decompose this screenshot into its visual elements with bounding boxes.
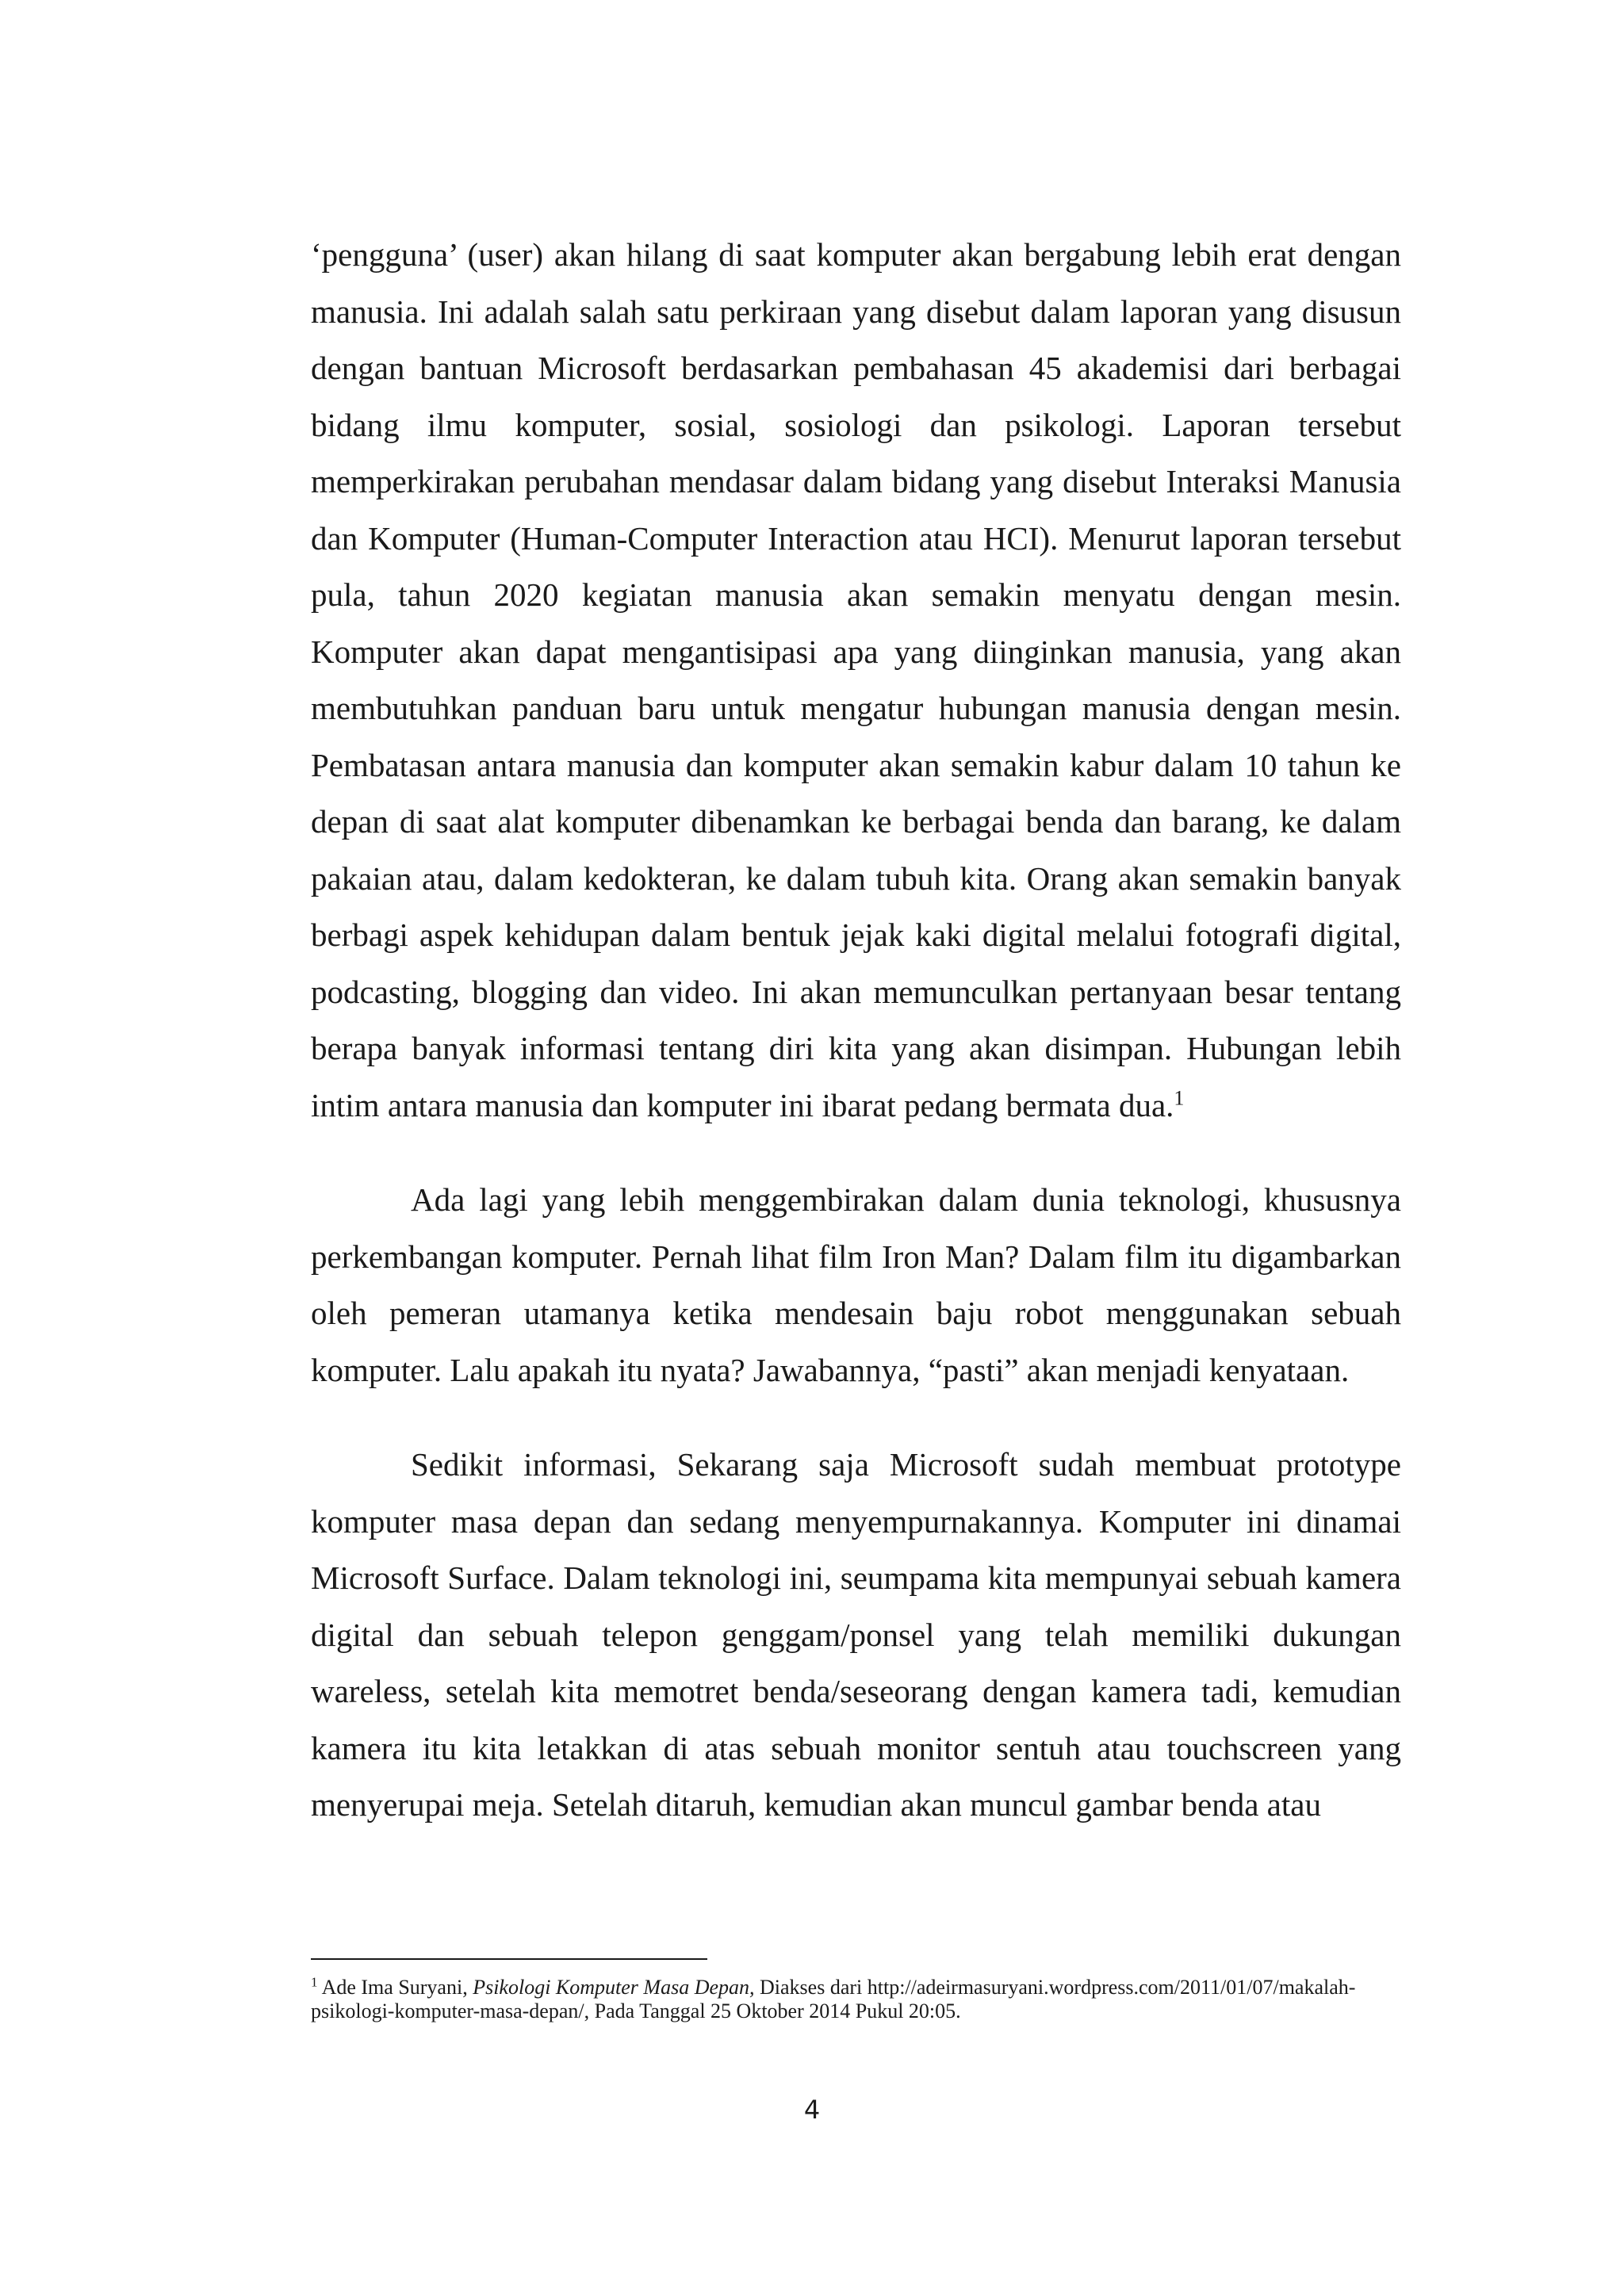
body-text <box>311 227 1401 1834</box>
footnote <box>311 1976 1405 2023</box>
footnote-number: 1 <box>311 1974 318 1990</box>
footnote-reference[interactable]: 1 <box>1174 1085 1185 1109</box>
paragraph-2: Ada lagi yang lebih menggembirakan dalam dunia teknologi, khususnya perkembangan komputer. Pernah lihat film Iron Man? Dalam film itu digambarkan oleh pemeran utamanya ketika mendesain baju robot menggunakan sebuah komputer. Lalu apakah itu nyata? Jawabannya, “pasti” akan menjadi kenyataan. <box>311 1181 1401 1388</box>
page-number: 4 <box>803 2095 821 2125</box>
footnote-source: Diakses dari http://adeirmasuryani.wordpress.com/2011/01/07/makalah-psikologi-komputer-masa-depan/, Pada Tanggal 25 Oktober 2014 Pukul 20:05. <box>311 1976 1356 2022</box>
footnote-separator <box>311 1958 707 1960</box>
paragraph-1-text: ‘pengguna’ (user) akan hilang di saat komputer akan bergabung lebih erat dengan manusia. Ini adalah salah satu perkiraan yang disebut dalam laporan yang disusun dengan bantuan Microsoft berdasarkan pembahasan 45 akademisi dari berbagai bidang ilmu komputer, sosial, sosiologi dan psikologi. Laporan tersebut memperkirakan perubahan mendasar dalam bidang yang disebut Interaksi Manusia dan Komputer (Human-Computer Interaction atau HCI). Menurut laporan tersebut pula, tahun 2020 kegiatan manusia akan semakin menyatu dengan mesin. Komputer akan dapat mengantisipasi apa yang diinginkan manusia, yang akan membutuhkan panduan baru untuk mengatur hubungan manusia dengan mesin. Pembatasan antara manusia dan komputer akan semakin kabur dalam 10 tahun ke depan di saat alat komputer dibenamkan ke berbagai benda dan barang, ke dalam pakaian atau, dalam kedokteran, ke dalam tubuh kita. Orang akan semakin banyak berbagi aspek kehidupan dalam bentuk jejak kaki digital melalui fotografi digital, podcasting, blogging dan video. Ini akan memunculkan pertanyaan besar tentang berapa banyak informasi tentang diri kita yang akan disimpan. Hubungan lebih intim antara manusia dan komputer ini ibarat pedang bermata dua. <box>311 236 1401 1123</box>
paragraph-1 <box>311 227 1401 1134</box>
footnote-author: Ade Ima Suryani, <box>321 1976 468 1999</box>
footnote-title: Psikologi Komputer Masa Depan, <box>473 1976 755 1999</box>
paragraph-3: Sedikit informasi, Sekarang saja Microsoft sudah membuat prototype komputer masa depan dan sedang menyempurnakannya. Komputer ini dinamai Microsoft Surface. Dalam teknologi ini, seumpama kita mempunyai sebuah kamera digital dan sebuah telepon genggam/ponsel yang telah memiliki dukungan wareless, setelah kita memotret benda/seseorang dengan kamera tadi, kemudian kamera itu kita letakkan di atas sebuah monitor sentuh atau touchscreen yang menyerupai meja. Setelah ditaruh, kemudian akan muncul gambar benda atau <box>311 1446 1401 1823</box>
